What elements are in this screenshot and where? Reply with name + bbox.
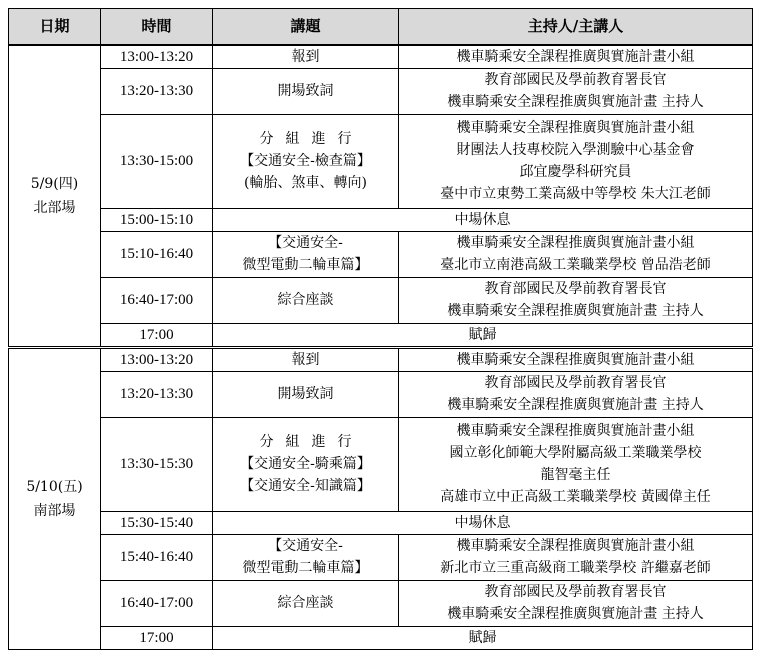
topic-line: 微型電動二輪車篇】 <box>242 257 369 273</box>
table-row <box>9 580 753 626</box>
topic-cell <box>213 534 399 580</box>
table-row <box>9 626 753 649</box>
time-cell: 13:20-13:30 <box>101 68 213 114</box>
table-row <box>9 371 753 417</box>
table-row <box>9 347 753 371</box>
header-host: 主持人/主講人 <box>399 9 753 45</box>
host-cell <box>399 347 753 371</box>
session-date-cell <box>9 347 101 649</box>
host-line: 機車騎乘安全課程推廣與實施計畫 主持人 <box>447 303 704 319</box>
host-line: 教育部國民及學前教育署長官 <box>484 281 667 297</box>
topic-cell <box>213 347 399 371</box>
merged-cell: 中場休息 <box>213 511 753 534</box>
host-line: 教育部國民及學前教育署長官 <box>484 375 667 391</box>
table-row <box>9 277 753 323</box>
host-cell <box>399 534 753 580</box>
time-cell: 13:00-13:20 <box>101 45 213 69</box>
header-row <box>9 9 753 45</box>
host-line: 教育部國民及學前教育署長官 <box>484 584 667 600</box>
time-cell: 16:40-17:00 <box>101 277 213 323</box>
host-line: 財團法人技專校院入學測驗中心基金會 <box>456 142 695 158</box>
host-line: 機車騎乘安全課程推廣與實施計畫小組 <box>456 423 695 439</box>
session-date-line: 南部場 <box>33 502 76 519</box>
time-cell: 15:00-15:10 <box>101 208 213 231</box>
host-line: 高雄市立中正高級工業職業學校 黃國偉主任 <box>440 489 711 505</box>
topic-line: 微型電動二輪車篇】 <box>242 560 369 576</box>
topic-line: 報到 <box>291 48 320 65</box>
topic-cell <box>213 277 399 323</box>
time-cell: 17:00 <box>101 626 213 649</box>
host-line: 機車騎乘安全課程推廣與實施計畫 主持人 <box>447 606 704 622</box>
topic-line: 分組進行 <box>259 131 364 147</box>
topic-line: 綜合座談 <box>277 595 334 611</box>
time-cell: 15:30-15:40 <box>101 511 213 534</box>
topic-cell <box>213 231 399 277</box>
host-line: 邱宜慶學科研究員 <box>519 164 632 180</box>
table-row <box>9 68 753 114</box>
table-row <box>9 208 753 231</box>
topic-line: 報到 <box>291 351 320 368</box>
host-cell <box>399 45 753 69</box>
time-cell: 15:10-16:40 <box>101 231 213 277</box>
topic-cell <box>213 417 399 511</box>
topic-line: 綜合座談 <box>277 292 334 308</box>
host-cell <box>399 114 753 208</box>
host-line: 龍智毫主任 <box>540 467 611 483</box>
host-line: 機車騎乘安全課程推廣與實施計畫小組 <box>456 538 695 554</box>
topic-line: 【交通安全-檢查篇】 <box>240 153 371 169</box>
topic-line: 【交通安全- <box>268 235 343 251</box>
session-date-cell <box>9 45 101 348</box>
merged-cell: 賦歸 <box>213 323 753 347</box>
topic-line: 分組進行 <box>259 434 364 450</box>
table-row <box>9 231 753 277</box>
time-cell: 16:40-17:00 <box>101 580 213 626</box>
table-row <box>9 511 753 534</box>
time-cell: 13:20-13:30 <box>101 371 213 417</box>
host-cell <box>399 580 753 626</box>
topic-line: 開場致詞 <box>277 83 334 99</box>
session-date-line: 北部場 <box>33 199 76 216</box>
schedule-body <box>9 45 753 650</box>
time-cell: 13:00-13:20 <box>101 347 213 371</box>
time-cell: 15:40-16:40 <box>101 534 213 580</box>
session-date-line: 5/10(五) <box>26 478 83 495</box>
host-line: 臺中市立東勢工業高級中等學校 朱大江老師 <box>440 186 711 202</box>
table-row <box>9 323 753 347</box>
header-topic: 講題 <box>213 9 399 45</box>
schedule-table <box>8 8 753 650</box>
host-line: 機車騎乘安全課程推廣與實施計畫 主持人 <box>447 94 704 110</box>
topic-line: 【交通安全- <box>268 538 343 554</box>
topic-line: (輪胎、煞車、轉向) <box>244 175 367 191</box>
topic-line: 【交通安全-知識篇】 <box>240 478 371 494</box>
table-row <box>9 417 753 511</box>
table-row <box>9 534 753 580</box>
time-cell: 17:00 <box>101 323 213 347</box>
time-cell: 13:30-15:30 <box>101 417 213 511</box>
topic-cell <box>213 114 399 208</box>
host-line: 新北市立三重高級商工職業學校 許繼嘉老師 <box>440 560 711 576</box>
merged-cell: 中場休息 <box>213 208 753 231</box>
host-cell <box>399 68 753 114</box>
host-line: 機車騎乘安全課程推廣與實施計畫小組 <box>456 351 695 368</box>
session-date-line: 5/9(四) <box>30 175 79 192</box>
merged-cell: 賦歸 <box>213 626 753 649</box>
topic-cell <box>213 45 399 69</box>
host-cell <box>399 277 753 323</box>
host-line: 臺北市立南港高級工業職業學校 曾品浩老師 <box>440 257 711 273</box>
time-cell: 13:30-15:00 <box>101 114 213 208</box>
table-row <box>9 114 753 208</box>
host-cell <box>399 417 753 511</box>
topic-cell <box>213 580 399 626</box>
table-row <box>9 45 753 69</box>
topic-cell <box>213 371 399 417</box>
topic-line: 【交通安全-騎乘篇】 <box>240 456 371 472</box>
topic-line: 開場致詞 <box>277 386 334 402</box>
host-cell <box>399 371 753 417</box>
header-date: 日期 <box>9 9 101 45</box>
topic-cell <box>213 68 399 114</box>
host-line: 機車騎乘安全課程推廣與實施計畫 主持人 <box>447 397 704 413</box>
host-line: 機車騎乘安全課程推廣與實施計畫小組 <box>456 48 695 65</box>
host-line: 教育部國民及學前教育署長官 <box>484 72 667 88</box>
host-line: 機車騎乘安全課程推廣與實施計畫小組 <box>456 120 695 136</box>
host-line: 國立彰化師範大學附屬高級工業職業學校 <box>449 445 702 461</box>
host-cell <box>399 231 753 277</box>
header-time: 時間 <box>101 9 213 45</box>
host-line: 機車騎乘安全課程推廣與實施計畫小組 <box>456 235 695 251</box>
